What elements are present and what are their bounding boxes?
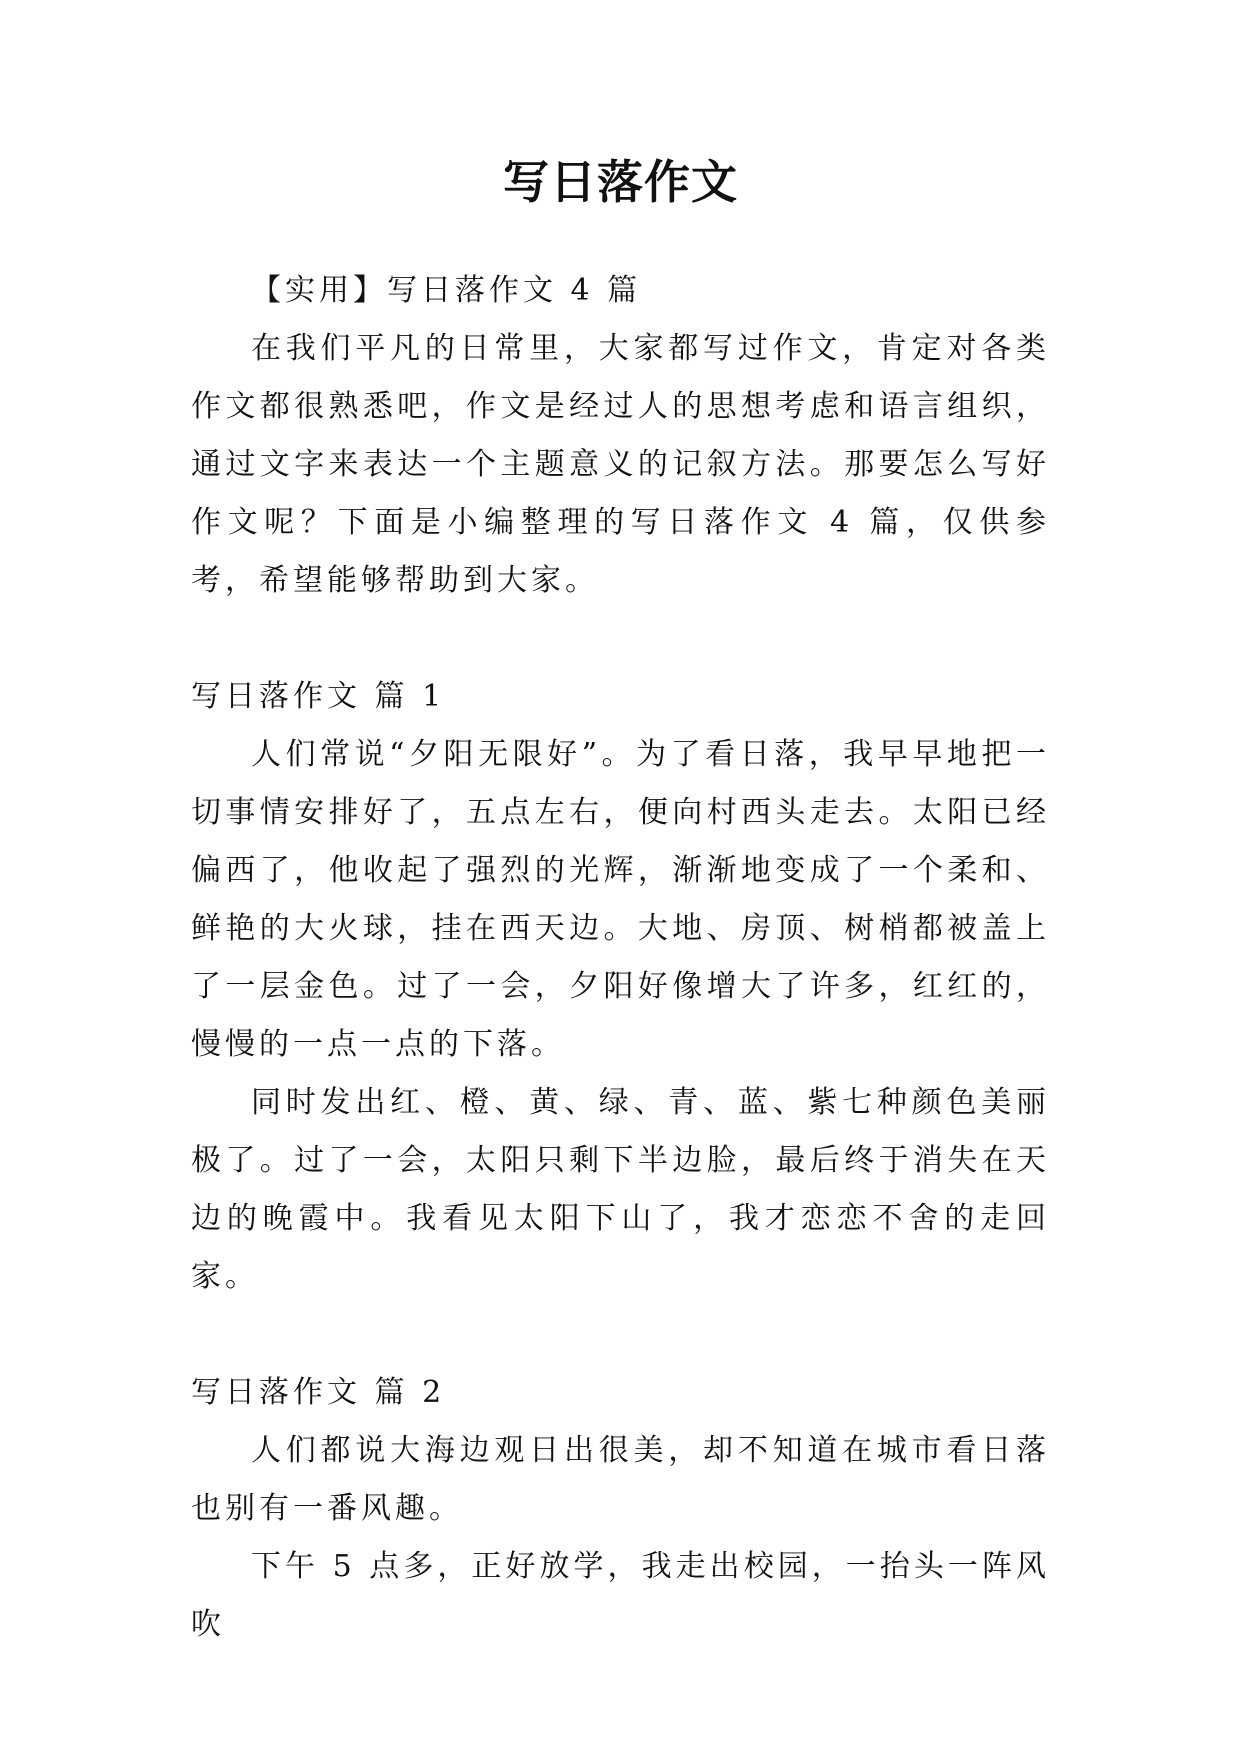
- section-2-heading: 写日落作文 篇 2: [191, 1375, 446, 1410]
- spacer: [191, 1306, 1050, 1364]
- spacer: [191, 610, 1050, 668]
- section-2-paragraph-1: 人们都说大海边观日出很美，却不知道在城市看日落也别有一番风趣。: [191, 1433, 1050, 1526]
- section-1-paragraph-2: 同时发出红、橙、黄、绿、青、蓝、紫七种颜色美丽极了。过了一会，太阳只剩下半边脸，最后终于消失在天边的晚霞中。我看见太阳下山了，我才恋恋不舍的走回家。: [191, 1085, 1050, 1294]
- document-title: 写日落作文: [503, 155, 738, 209]
- section-1-paragraph-1: 人们常说“夕阳无限好”。为了看日落，我早早地把一切事情安排好了，五点左右，便向村西头走去。太阳已经偏西了，他收起了强烈的光辉，渐渐地变成了一个柔和、鲜艳的大火球，挂在西天边。大地、房顶、树梢都被盖上了一层金色。过了一会，夕阳好像增大了许多，红红的，慢慢的一点一点的下落。: [191, 737, 1050, 1062]
- intro-paragraph: 在我们平凡的日常里，大家都写过作文，肯定对各类作文都很熟悉吧，作文是经过人的思想考虑和语言组织，通过文字来表达一个主题意义的记叙方法。那要怎么写好作文呢？下面是小编整理的写日落作文 4 篇，仅供参考，希望能够帮助到大家。: [191, 331, 1050, 598]
- intro-heading: 【实用】写日落作文 4 篇: [251, 273, 642, 308]
- section-2-paragraph-2: 下午 5 点多，正好放学，我走出校园，一抬头一阵风吹: [191, 1549, 1050, 1642]
- section-1-heading: 写日落作文 篇 1: [191, 679, 446, 714]
- document-body: [191, 262, 1050, 1654]
